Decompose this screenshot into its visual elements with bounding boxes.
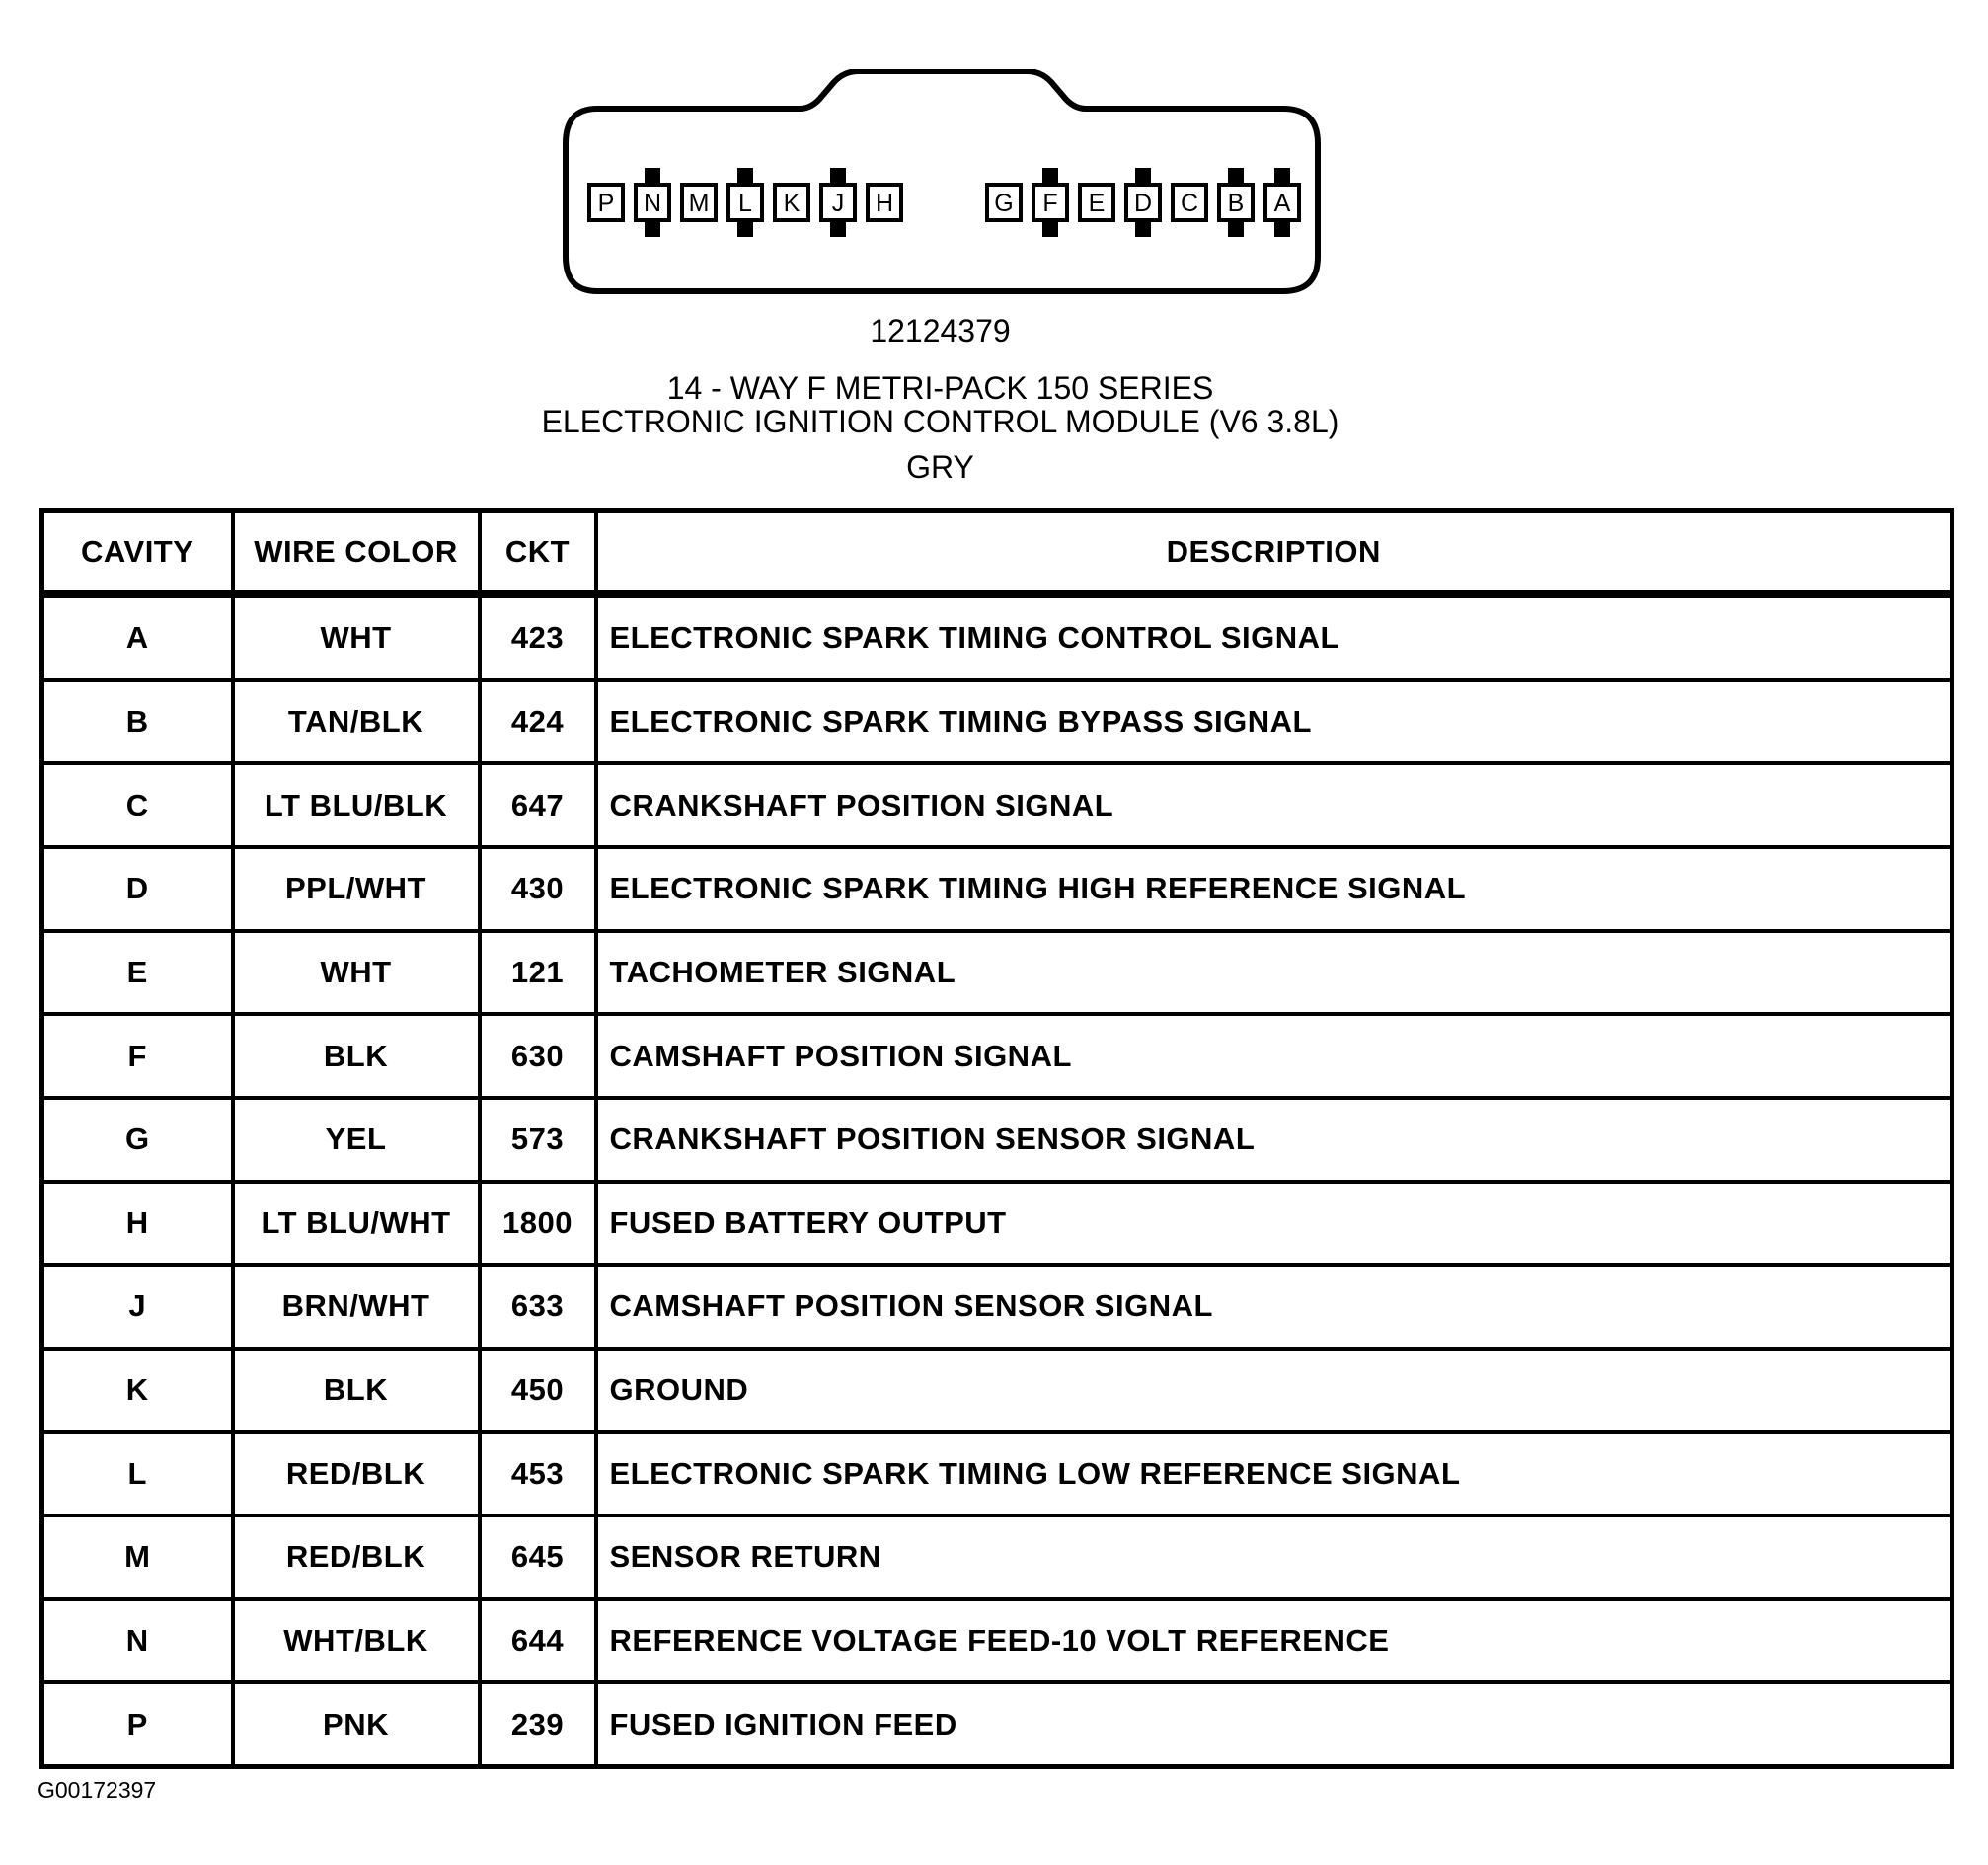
cell-description: TACHOMETER SIGNAL	[596, 931, 1952, 1015]
cell-wire-color: TAN/BLK	[233, 680, 480, 764]
cell-ckt: 424	[480, 680, 596, 764]
cell-cavity: H	[42, 1182, 233, 1266]
cell-cavity: K	[42, 1349, 233, 1433]
connector-color: GRY	[906, 449, 974, 485]
cell-description: ELECTRONIC SPARK TIMING HIGH REFERENCE SIGNAL	[596, 847, 1952, 931]
cell-description: CAMSHAFT POSITION SIGNAL	[596, 1014, 1952, 1098]
cell-description: FUSED IGNITION FEED	[596, 1682, 1952, 1766]
cell-ckt: 450	[480, 1349, 596, 1433]
table-row	[42, 680, 1952, 764]
table-row	[42, 847, 1952, 931]
cavity-label: L	[738, 190, 752, 217]
table-row	[42, 1265, 1952, 1349]
cavity-label: D	[1133, 190, 1153, 217]
table-row	[42, 1599, 1952, 1683]
header-wire-color: WIRE COLOR	[233, 511, 480, 595]
cell-ckt: 430	[480, 847, 596, 931]
cell-cavity: E	[42, 931, 233, 1015]
part-number: 12124379	[870, 313, 1011, 349]
cell-description: CAMSHAFT POSITION SENSOR SIGNAL	[596, 1265, 1952, 1349]
cell-description: FUSED BATTERY OUTPUT	[596, 1182, 1952, 1266]
cavity-label: H	[875, 190, 894, 217]
cell-cavity: G	[42, 1098, 233, 1182]
cell-wire-color: WHT	[233, 931, 480, 1015]
table-row	[42, 594, 1952, 680]
cell-description: REFERENCE VOLTAGE FEED-10 VOLT REFERENCE	[596, 1599, 1952, 1683]
cell-cavity: M	[42, 1515, 233, 1599]
cavity-label: B	[1227, 190, 1245, 217]
cell-ckt: 644	[480, 1599, 596, 1683]
cavity-label: M	[688, 190, 710, 217]
table-row	[42, 1182, 1952, 1266]
pinout-table	[39, 508, 1954, 1769]
cell-cavity: N	[42, 1599, 233, 1683]
cell-wire-color: WHT	[233, 594, 480, 680]
cell-ckt: 633	[480, 1265, 596, 1349]
cavity-label: N	[643, 190, 662, 217]
cell-wire-color: WHT/BLK	[233, 1599, 480, 1683]
cavity-label: E	[1088, 190, 1106, 217]
cell-description: ELECTRONIC SPARK TIMING CONTROL SIGNAL	[596, 594, 1952, 680]
header-description: DESCRIPTION	[596, 511, 1952, 595]
cell-description: GROUND	[596, 1349, 1952, 1433]
figure-id: G00172397	[38, 1777, 157, 1803]
cell-wire-color: BLK	[233, 1014, 480, 1098]
cell-cavity: C	[42, 763, 233, 847]
cell-ckt: 645	[480, 1515, 596, 1599]
connector-title-line2: ELECTRONIC IGNITION CONTROL MODULE (V6 3.8L)	[541, 404, 1339, 439]
cell-ckt: 1800	[480, 1182, 596, 1266]
table-row	[42, 1515, 1952, 1599]
cell-description: ELECTRONIC SPARK TIMING LOW REFERENCE SIGNAL	[596, 1432, 1952, 1515]
table-row	[42, 1098, 1952, 1182]
cavity-label: J	[831, 190, 845, 217]
table-row	[42, 931, 1952, 1015]
cell-cavity: J	[42, 1265, 233, 1349]
cell-description: SENSOR RETURN	[596, 1515, 1952, 1599]
cell-ckt: 647	[480, 763, 596, 847]
header-ckt: CKT	[480, 511, 596, 595]
table-header-row	[42, 511, 1952, 595]
table-row	[42, 1349, 1952, 1433]
cell-wire-color: LT BLU/WHT	[233, 1182, 480, 1266]
cell-wire-color: PPL/WHT	[233, 847, 480, 931]
cell-cavity: P	[42, 1682, 233, 1766]
table-row	[42, 1014, 1952, 1098]
cell-wire-color: BRN/WHT	[233, 1265, 480, 1349]
cell-description: CRANKSHAFT POSITION SENSOR SIGNAL	[596, 1098, 1952, 1182]
cell-wire-color: YEL	[233, 1098, 480, 1182]
cell-cavity: A	[42, 594, 233, 680]
cell-cavity: B	[42, 680, 233, 764]
cell-ckt: 630	[480, 1014, 596, 1098]
cell-ckt: 423	[480, 594, 596, 680]
table-row	[42, 1432, 1952, 1515]
cell-wire-color: LT BLU/BLK	[233, 763, 480, 847]
cell-description: ELECTRONIC SPARK TIMING BYPASS SIGNAL	[596, 680, 1952, 764]
cell-description: CRANKSHAFT POSITION SIGNAL	[596, 763, 1952, 847]
cell-wire-color: PNK	[233, 1682, 480, 1766]
cell-cavity: F	[42, 1014, 233, 1098]
cell-ckt: 453	[480, 1432, 596, 1515]
cell-wire-color: RED/BLK	[233, 1515, 480, 1599]
cavity-label: G	[994, 190, 1014, 217]
connector-title-line1: 14 - WAY F METRI-PACK 150 SERIES	[666, 370, 1214, 406]
cell-ckt: 239	[480, 1682, 596, 1766]
cell-cavity: L	[42, 1432, 233, 1515]
connector-housing	[566, 71, 1318, 291]
cell-ckt: 121	[480, 931, 596, 1015]
cavity-label: P	[597, 190, 615, 217]
cell-ckt: 573	[480, 1098, 596, 1182]
cavity-label: C	[1180, 190, 1199, 217]
cavity-label: F	[1042, 190, 1058, 217]
cell-wire-color: RED/BLK	[233, 1432, 480, 1515]
header-cavity: CAVITY	[42, 511, 233, 595]
table-row	[42, 1682, 1952, 1766]
cell-wire-color: BLK	[233, 1349, 480, 1433]
cavity-label: K	[783, 190, 801, 217]
cavity-label: A	[1273, 190, 1291, 217]
cell-cavity: D	[42, 847, 233, 931]
table-row	[42, 763, 1952, 847]
connector-diagram	[558, 69, 1333, 306]
